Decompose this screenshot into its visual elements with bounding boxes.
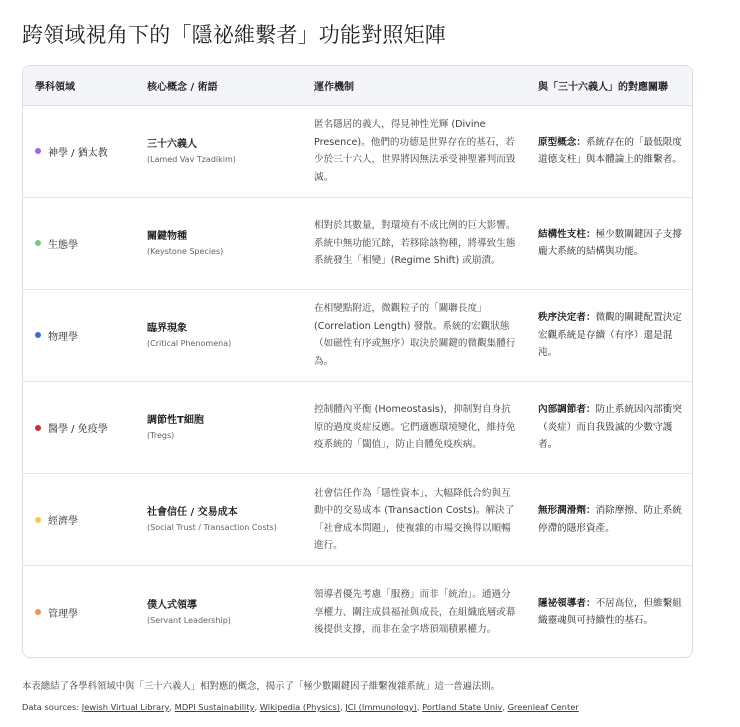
source-link[interactable]: JCI (Immunology) (345, 702, 417, 712)
table-row (23, 566, 693, 658)
mechanism-text: 相對於其數量，對環境有不成比例的巨大影響。系統中無功能冗餘，若移除該物種，將導致生態系統發生「相變」(Regime Shift) 或崩潰。 (314, 220, 516, 267)
field-label: 經濟學 (48, 516, 78, 528)
relation-cell (526, 105, 693, 197)
relation-text (538, 502, 684, 537)
concept-cell (135, 197, 302, 289)
relation-body: 極少數關鍵因子支撐龐大系統的結構與功能。 (538, 228, 682, 258)
relation-text (538, 595, 684, 630)
concept-subtitle: (Keystone Species) (147, 246, 224, 256)
field-dot-icon (35, 332, 41, 338)
table-row (23, 289, 693, 381)
source-link[interactable]: Greenleaf Center (507, 702, 579, 712)
field-dot-icon (35, 517, 41, 523)
relation-label: 秩序決定者： (538, 312, 596, 324)
relation-text (538, 309, 684, 362)
concept-subtitle: (Critical Phenomena) (147, 338, 232, 348)
field-label: 管理學 (48, 608, 78, 620)
concept-cell (135, 105, 302, 197)
relation-body: 消除摩擦、防止系統停滯的隱形資產。 (538, 505, 682, 534)
field-cell (23, 566, 135, 658)
relation-body: 系統存在的「最低限度道德支柱」與本體論上的維繫者。 (538, 136, 682, 166)
concept-subtitle: (Social Trust / Transaction Costs) (147, 523, 277, 533)
concept-cell (135, 382, 302, 474)
concept-subtitle: (Lamed Vav Tzadikim) (147, 154, 236, 164)
relation-text (538, 401, 684, 454)
concept-name: 僕人式領導 (147, 599, 197, 611)
field-dot-icon (35, 609, 41, 615)
page-title: 跨領域視角下的「隱祕維繫者」功能對照矩陣 (22, 23, 446, 47)
mechanism-text: 在相變點附近，微觀粒子的「關聯長度」(Correlation Length) 發散。系統的宏觀狀態（如磁性有序或無序）取決於關鍵的微觀集體行為。 (314, 303, 516, 367)
field-cell (23, 289, 135, 381)
concept-cell (135, 566, 302, 658)
relation-body: 微觀的關鍵配置決定宏觀系統是存續（有序）還是混沌。 (538, 312, 682, 359)
relation-text (538, 134, 684, 169)
relation-label: 隱祕領導者： (538, 597, 596, 609)
mechanism-cell (302, 382, 526, 474)
field-dot-icon (35, 425, 41, 431)
concept-name: 調節性T細胞 (147, 415, 204, 427)
field-dot-icon (35, 148, 41, 154)
table-row (23, 382, 693, 474)
relation-label: 無形潤滑劑： (538, 505, 596, 517)
mechanism-cell (302, 289, 526, 381)
field-label: 醫學 / 免疫學 (48, 424, 108, 436)
relation-cell (526, 566, 693, 658)
relation-label: 內部調節者： (538, 404, 596, 416)
data-sources (22, 702, 579, 712)
relation-cell (526, 289, 693, 381)
concept-name: 社會信任 / 交易成本 (147, 507, 238, 519)
relation-cell (526, 197, 693, 289)
header-field: 學科領域 (23, 66, 135, 105)
mechanism-cell (302, 474, 526, 566)
concept-subtitle: (Tregs) (147, 431, 175, 441)
field-cell (23, 474, 135, 566)
sources-prefix: Data sources: (22, 702, 80, 712)
relation-cell (526, 474, 693, 566)
concept-cell (135, 289, 302, 381)
relation-text (538, 226, 684, 261)
sources-links: Jewish Virtual Library, MDPI Sustainability, Wikipedia (Physics), JCI (Immunology), Portland State Univ, Greenleaf Center (81, 702, 579, 712)
mechanism-text: 領導者優先考慮「服務」而非「統治」。通過分享權力、關注成員福祉與成長，在組織底層或幕後提供支撐，而非在金字塔頂端積累權力。 (314, 589, 516, 636)
concept-subtitle: (Servant Leadership) (147, 615, 231, 625)
field-cell (23, 197, 135, 289)
mechanism-text: 社會信任作為「隱性資本」，大幅降低合約與互動中的交易成本 (Transaction Costs)。解決了「社會成本問題」，使複雜的市場交換得以順暢進行。 (314, 487, 515, 552)
concept-name: 三十六義人 (147, 138, 197, 150)
header-concept: 核心概念 / 術語 (135, 66, 302, 105)
relation-label: 結構性支柱： (538, 228, 596, 240)
field-cell (23, 382, 135, 474)
comparison-table (22, 65, 693, 658)
source-link[interactable]: Wikipedia (Physics) (259, 702, 341, 712)
table-row (23, 105, 693, 197)
relation-body: 防止系統因內部衝突（炎症）而自我毀滅的少數守護者。 (538, 404, 682, 451)
source-link[interactable]: MDPI Sustainability (174, 702, 255, 712)
relation-label: 原型概念： (538, 136, 586, 148)
relation-cell (526, 382, 693, 474)
field-label: 神學 / 猶太教 (48, 147, 108, 159)
header-relation: 與「三十六義人」的對應關聯 (526, 66, 693, 105)
mechanism-text: 匿名隱居的義人，得見神性光輝 (Divine Presence)。他們的功德是世界存在的基石，若少於三十六人，世界將因無法承受神聖審判而毀滅。 (314, 119, 516, 183)
table-header-row (23, 66, 693, 105)
source-link[interactable]: Jewish Virtual Library (81, 702, 170, 712)
mechanism-text: 控制體內平衡 (Homeostasis)，抑制對自身抗原的過度炎症反應。它們適應環境變化，維持免疫系統的「閾值」，防止自體免疫疾病。 (314, 404, 516, 451)
summary-text: 本表總結了各學科領域中與「三十六義人」相對應的概念，揭示了「極少數關鍵因子維繫複雜系統」這一普遍法則。 (22, 681, 501, 692)
mechanism-cell (302, 105, 526, 197)
field-cell (23, 105, 135, 197)
field-label: 生態學 (48, 239, 78, 251)
table-row (23, 474, 693, 566)
field-label: 物理學 (48, 331, 78, 343)
table-body (23, 105, 693, 658)
concept-name: 臨界現象 (147, 322, 187, 334)
mechanism-cell (302, 197, 526, 289)
table-row (23, 197, 693, 289)
relation-body: 不居高位，但維繫組織靈魂與可持續性的基石。 (538, 597, 682, 627)
header-mechanism: 運作機制 (302, 66, 526, 105)
concept-name: 關鍵物種 (147, 230, 187, 242)
field-dot-icon (35, 240, 41, 246)
source-link[interactable]: Portland State Univ (422, 702, 503, 712)
mechanism-cell (302, 566, 526, 658)
concept-cell (135, 474, 302, 566)
